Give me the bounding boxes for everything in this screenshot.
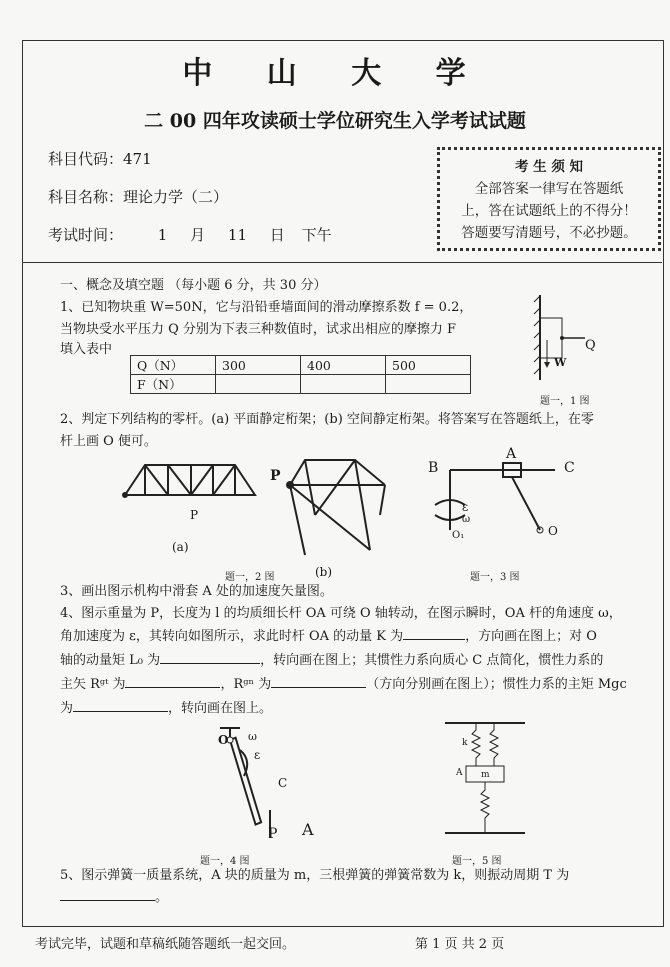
- fig2-p-label-a: P: [190, 508, 199, 522]
- page-number: 第 1 页 共 2 页: [415, 937, 505, 952]
- subject-code: 科目代码：471: [48, 150, 152, 168]
- fig2a-label: (a): [172, 540, 189, 554]
- fig4-caption: 题一，4 图: [200, 856, 250, 867]
- q5-answer: 。: [60, 888, 168, 908]
- fig4-omega-label: ω: [248, 730, 257, 743]
- fig4-eps-label: ε: [254, 748, 261, 762]
- q4-text: 主矢 Rᵍᵗ 为: [60, 677, 126, 692]
- table-cell: 400: [301, 356, 386, 375]
- exam-time: [48, 224, 332, 245]
- q4-line: 4、图示重量为 P，长度为 l 的均质细长杆 OA 可绕 O 轴转动，在图示瞬时，OA 杆的角速度 ω，: [60, 606, 622, 621]
- q5-line: 5、图示弹簧一质量系统，A 块的质量为 m，三根弹簧的弹簧常数为 k，则振动周期 T 为: [60, 868, 570, 883]
- fig3-c-label: C: [564, 460, 575, 476]
- table-cell[interactable]: [216, 375, 301, 394]
- fig4-o-label: O: [218, 733, 229, 747]
- notice-title: 考 生 须 知: [514, 159, 584, 175]
- day: 11: [227, 226, 248, 244]
- q4-text: ，Rᵍⁿ 为: [220, 677, 272, 692]
- fig2-fig3-diagrams: [115, 455, 575, 575]
- q1-line: 当物块受水平压力 Q 分别为下表三种数值时，试求出相应的摩擦力 F: [60, 322, 457, 337]
- day-unit: 日: [269, 226, 285, 244]
- period: 下午: [301, 226, 332, 244]
- q4-text: 角加速度为 ε，其转向如图所示，求此时杆 OA 的动量 K 为: [60, 629, 404, 644]
- fig3-eps-label: ε: [462, 500, 469, 514]
- section-title: 一、概念及填空题 （每小题 6 分，共 30 分）: [60, 278, 327, 293]
- q4-text: 轴的动量矩 L₀ 为: [60, 653, 161, 668]
- exam-title: 二 00 四年攻读硕士学位研究生入学考试试题: [144, 110, 526, 132]
- q1-line: 1、已知物块重 W=50N，它与沿铅垂墙面间的滑动摩擦系数 f = 0.2，: [60, 300, 473, 315]
- fig3-o-label: O: [548, 524, 558, 538]
- fig5-caption: 题一，5 图: [452, 856, 502, 867]
- footer-note: 考试完毕，试题和草稿纸随答题纸一起交回。: [35, 937, 296, 952]
- fig1-caption: 题一，1 图: [540, 396, 590, 407]
- notice-line: 答题要写清题号，不必抄题。: [461, 225, 637, 241]
- fig5-spring-diagram: [440, 718, 530, 843]
- table-cell: Q（N）: [131, 356, 216, 375]
- exam-time-label: 考试时间：: [48, 226, 124, 244]
- answer-blank-l0[interactable]: [160, 663, 260, 664]
- answer-blank-rt[interactable]: [125, 687, 220, 688]
- q4-line: [60, 627, 597, 647]
- fig1-diagram: [520, 290, 620, 385]
- notice-line: 全部答案一律写在答题纸: [474, 181, 624, 197]
- q4-line: [60, 699, 272, 719]
- table-cell[interactable]: [386, 375, 471, 394]
- table-cell: 500: [386, 356, 471, 375]
- fig5-k-label: k: [462, 738, 468, 748]
- fig3-b-label: B: [428, 460, 439, 476]
- q4-text: ，转向画在图上；其惯性力系向质心 C 点简化，惯性力系的: [260, 653, 604, 668]
- fig4-p-label: P: [268, 826, 278, 842]
- notice-line: 上，答在试题纸上的不得分！: [461, 203, 637, 219]
- answer-blank-rn[interactable]: [271, 687, 366, 688]
- q4-line: [60, 651, 603, 671]
- q4-line: [60, 675, 627, 695]
- table-cell[interactable]: [301, 375, 386, 394]
- q2-line: 2、判定下列结构的零杆。(a) 平面静定桁架；(b) 空间静定桁架。将答案写在答题纸上，在零: [60, 412, 594, 427]
- q2-line: 杆上画 O 便可。: [60, 434, 157, 449]
- fig3-o1-label: O₁: [452, 530, 465, 541]
- fig2b-label: (b): [315, 565, 333, 579]
- table-cell: 300: [216, 356, 301, 375]
- month: 1: [157, 226, 168, 244]
- q4-text: 为: [60, 701, 74, 716]
- fig5-a-label: A: [456, 768, 463, 778]
- month-unit: 月: [190, 226, 206, 244]
- fig5-m-label: m: [481, 770, 490, 780]
- fig3-omega-label: ω: [462, 514, 471, 525]
- table-cell: F（N）: [131, 375, 216, 394]
- university-title: 中 山 大 学: [182, 56, 488, 91]
- q4-text: ，方向画在图上；对 O: [465, 629, 597, 644]
- table-row: [131, 356, 471, 375]
- q4-text: ，转向画在图上。: [168, 701, 273, 716]
- fig2-caption: 题一，2 图: [225, 572, 275, 583]
- fig2-p-label: P: [270, 468, 281, 484]
- table-row: [131, 375, 471, 394]
- q4-text: （方向分别画在图上）；惯性力系的主矩 Mgc: [366, 677, 627, 692]
- subject-name: 科目名称：理论力学（二）: [48, 188, 229, 206]
- answer-blank-k[interactable]: [403, 639, 465, 640]
- friction-table: [130, 355, 471, 394]
- fig4-a-label: A: [302, 820, 314, 839]
- fig1-q-label: Q: [585, 338, 596, 353]
- answer-blank-period[interactable]: [60, 900, 155, 901]
- answer-blank-mgc[interactable]: [73, 711, 168, 712]
- fig4-c-label: C: [278, 776, 288, 790]
- fig3-caption: 题一，3 图: [470, 572, 520, 583]
- q1-line: 填入表中: [60, 342, 113, 357]
- q3-line: 3、画出图示机构中滑套 A 处的加速度矢量图。: [60, 584, 333, 599]
- fig1-w-label: W: [554, 356, 567, 369]
- fig3-a-label: A: [506, 446, 517, 462]
- notice-box: [437, 147, 661, 251]
